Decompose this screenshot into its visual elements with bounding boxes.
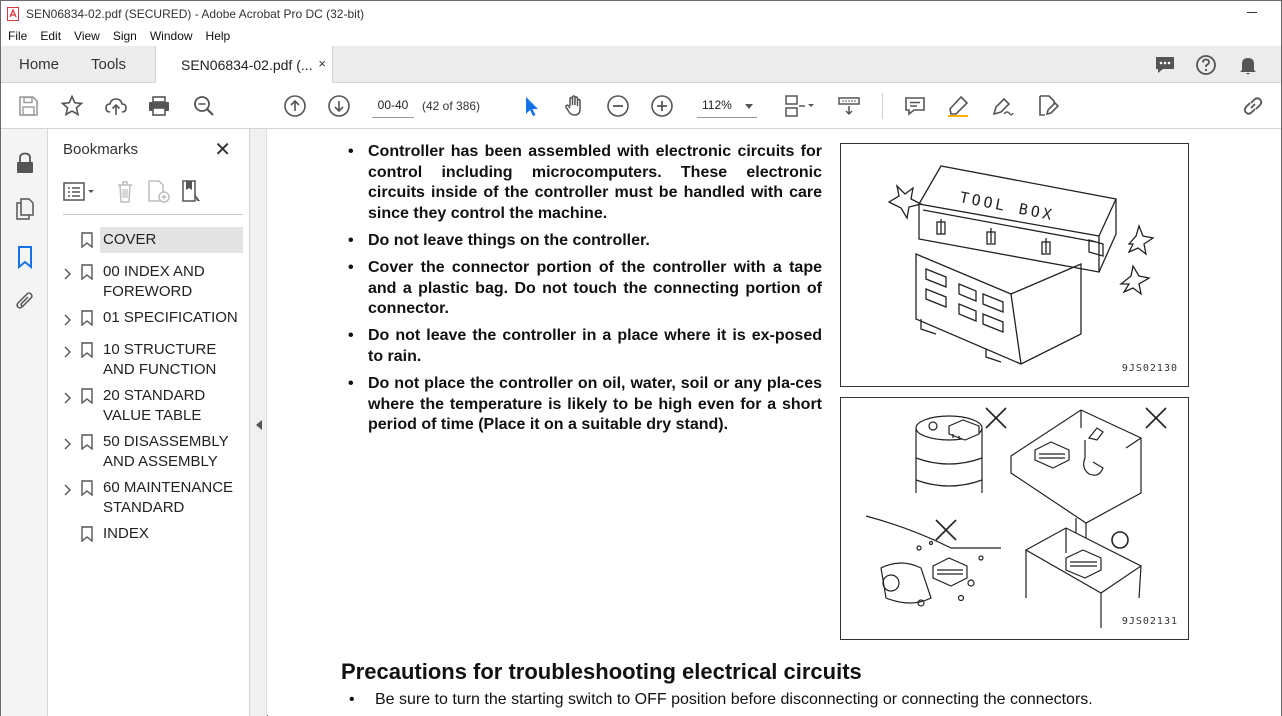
- bookmark-icon: [81, 526, 93, 542]
- comment-icon[interactable]: [903, 94, 927, 118]
- figure-toolbox-on-controller: [840, 143, 1189, 387]
- delete-bookmark-icon[interactable]: [112, 179, 140, 205]
- bookmark-icon: [81, 434, 93, 450]
- menu-bar: [1, 26, 1281, 46]
- bookmarks-panel-title: Bookmarks: [63, 141, 139, 158]
- collapse-arrow-icon[interactable]: [256, 420, 262, 430]
- chevron-right-icon[interactable]: [63, 436, 73, 448]
- bookmark-icon: [81, 264, 93, 280]
- chevron-right-icon[interactable]: [63, 390, 73, 402]
- share-link-icon[interactable]: [1241, 94, 1265, 118]
- bookmark-star-icon[interactable]: [60, 94, 84, 118]
- notification-bell-icon[interactable]: [1237, 54, 1259, 76]
- sign-pen-icon[interactable]: [990, 94, 1014, 118]
- chevron-right-icon[interactable]: [63, 266, 73, 278]
- chevron-down-icon: [745, 104, 753, 109]
- document-tab-label: SEN06834-02.pdf (...: [181, 57, 313, 73]
- page-display-icon[interactable]: [782, 94, 818, 118]
- bookmark-icon[interactable]: [14, 245, 36, 269]
- section-heading: Precautions for troubleshooting electrical circuits: [341, 659, 862, 684]
- scroll-mode-icon[interactable]: [837, 94, 861, 118]
- edit-document-icon[interactable]: [1035, 94, 1059, 118]
- page-thumbnails-icon[interactable]: [14, 197, 36, 221]
- page-count: (42 of 386): [422, 99, 481, 113]
- tab-bar: [1, 46, 1281, 83]
- previous-page-icon[interactable]: [283, 94, 307, 118]
- left-navigation-pane: [1, 129, 48, 716]
- bookmark-icon: [81, 342, 93, 358]
- bookmark-search-icon[interactable]: [180, 179, 208, 205]
- new-bookmark-icon[interactable]: [146, 179, 174, 205]
- select-cursor-icon[interactable]: [519, 94, 543, 118]
- menu-edit[interactable]: Edit: [40, 29, 62, 43]
- save-icon[interactable]: [16, 94, 40, 118]
- attachment-icon[interactable]: [14, 289, 36, 313]
- bookmark-label-wrap: [100, 305, 243, 331]
- bookmark-icon: [81, 310, 93, 326]
- bookmark-icon: [81, 388, 93, 404]
- page-number-input[interactable]: 00-40: [372, 93, 414, 118]
- cloud-upload-icon[interactable]: [104, 94, 128, 118]
- document-view[interactable]: [268, 129, 1281, 716]
- panel-collapse-strip[interactable]: [250, 129, 267, 716]
- precaution-bullet-list: [348, 142, 822, 442]
- menu-window[interactable]: Window: [149, 29, 193, 43]
- placement-illustration: [841, 398, 1188, 639]
- toolbar: [1, 83, 1281, 129]
- window-title: SEN06834-02.pdf (SECURED) - Adobe Acrobat Pro DC (32-bit): [26, 6, 365, 21]
- menu-help[interactable]: Help: [205, 29, 231, 43]
- bookmark-label: 01 SPECIFICATION: [103, 309, 238, 326]
- figure-code: 9JS02131: [1121, 616, 1178, 627]
- bookmarks-panel: [48, 129, 250, 716]
- bookmark-label-wrap: [100, 227, 243, 253]
- toolbox-label: TOOL BOX: [958, 188, 1057, 225]
- zoom-in-icon[interactable]: [650, 94, 674, 118]
- bookmark-label-wrap: [100, 429, 243, 475]
- menu-file[interactable]: File: [8, 29, 28, 43]
- close-panel-button[interactable]: ✕: [214, 139, 231, 161]
- chevron-right-icon[interactable]: [63, 312, 73, 324]
- bullet-item: • Do not place the controller on oil, water, soil or any pla-ces where the temperature is likely to be high even for a short period of time (Place it on a suitable dry stand).: [348, 374, 822, 436]
- bookmark-icon: [81, 480, 93, 496]
- hand-tool-icon[interactable]: [562, 94, 586, 118]
- bookmark-label-wrap: [100, 259, 243, 305]
- bookmark-label-wrap: [100, 383, 243, 429]
- menu-sign[interactable]: Sign: [112, 29, 137, 43]
- chevron-right-icon[interactable]: [63, 344, 73, 356]
- help-icon[interactable]: [1195, 54, 1217, 76]
- minimize-button[interactable]: [1245, 4, 1259, 18]
- tab-home[interactable]: Home: [19, 56, 60, 73]
- bookmark-label: 60 MAINTENANCE STANDARD: [103, 479, 234, 516]
- note-bullet: • Be sure to turn the starting switch to OFF position before disconnecting or connecting the connectors.: [349, 691, 1093, 709]
- highlight-pen-icon[interactable]: [946, 94, 970, 118]
- bullet-item: • Controller has been assembled with electronic circuits for control including microcomputers. These electronic circuits inside of the controller must be handled with care since they control the machine.: [348, 142, 822, 224]
- figure-placement-examples: [840, 397, 1189, 640]
- zoom-out-icon[interactable]: [606, 94, 630, 118]
- bookmark-label-wrap: [100, 337, 243, 383]
- bookmarks-toolbar: [62, 179, 242, 207]
- next-page-icon[interactable]: [327, 94, 351, 118]
- bookmark-options-icon[interactable]: [62, 179, 98, 205]
- lock-icon[interactable]: [14, 151, 36, 175]
- bookmark-label: 20 STANDARD VALUE TABLE: [103, 387, 206, 424]
- acrobat-logo-icon: [7, 7, 19, 21]
- zoom-search-icon[interactable]: [192, 94, 216, 118]
- print-icon[interactable]: [147, 94, 171, 118]
- bullet-item: • Cover the connector portion of the controller with a tape and a plastic bag. Do not touch the connecting portion of connector.: [348, 258, 822, 320]
- comment-bubble-icon[interactable]: [1154, 54, 1176, 76]
- close-tab-button[interactable]: ×: [318, 56, 326, 71]
- bookmark-icon: [81, 232, 93, 248]
- bookmark-label: INDEX: [103, 525, 149, 542]
- chevron-right-icon[interactable]: [63, 482, 73, 494]
- tab-tools[interactable]: Tools: [91, 56, 127, 73]
- bullet-item: • Do not leave things on the controller.: [348, 231, 822, 252]
- menu-view[interactable]: View: [74, 29, 100, 43]
- figure-code: 9JS02130: [1121, 363, 1178, 374]
- tab-document[interactable]: [155, 46, 333, 84]
- bookmark-label: COVER: [103, 231, 157, 248]
- bookmark-label-wrap: [100, 521, 243, 547]
- zoom-level-select[interactable]: [697, 93, 757, 118]
- toolbox-illustration: [841, 144, 1188, 386]
- bookmark-label: 10 STRUCTURE AND FUNCTION: [103, 341, 217, 378]
- zoom-level-value: 112%: [702, 98, 732, 112]
- bookmark-label: 00 INDEX AND FOREWORD: [103, 263, 205, 300]
- title-bar: [1, 1, 1281, 26]
- bullet-item: • Do not leave the controller in a place where it is ex-posed to rain.: [348, 326, 822, 367]
- bookmarks-divider: [63, 214, 243, 215]
- toolbar-separator: [882, 93, 883, 119]
- bookmark-label: 50 DISASSEMBLY AND ASSEMBLY: [103, 433, 229, 470]
- bookmark-label-wrap: [100, 475, 243, 521]
